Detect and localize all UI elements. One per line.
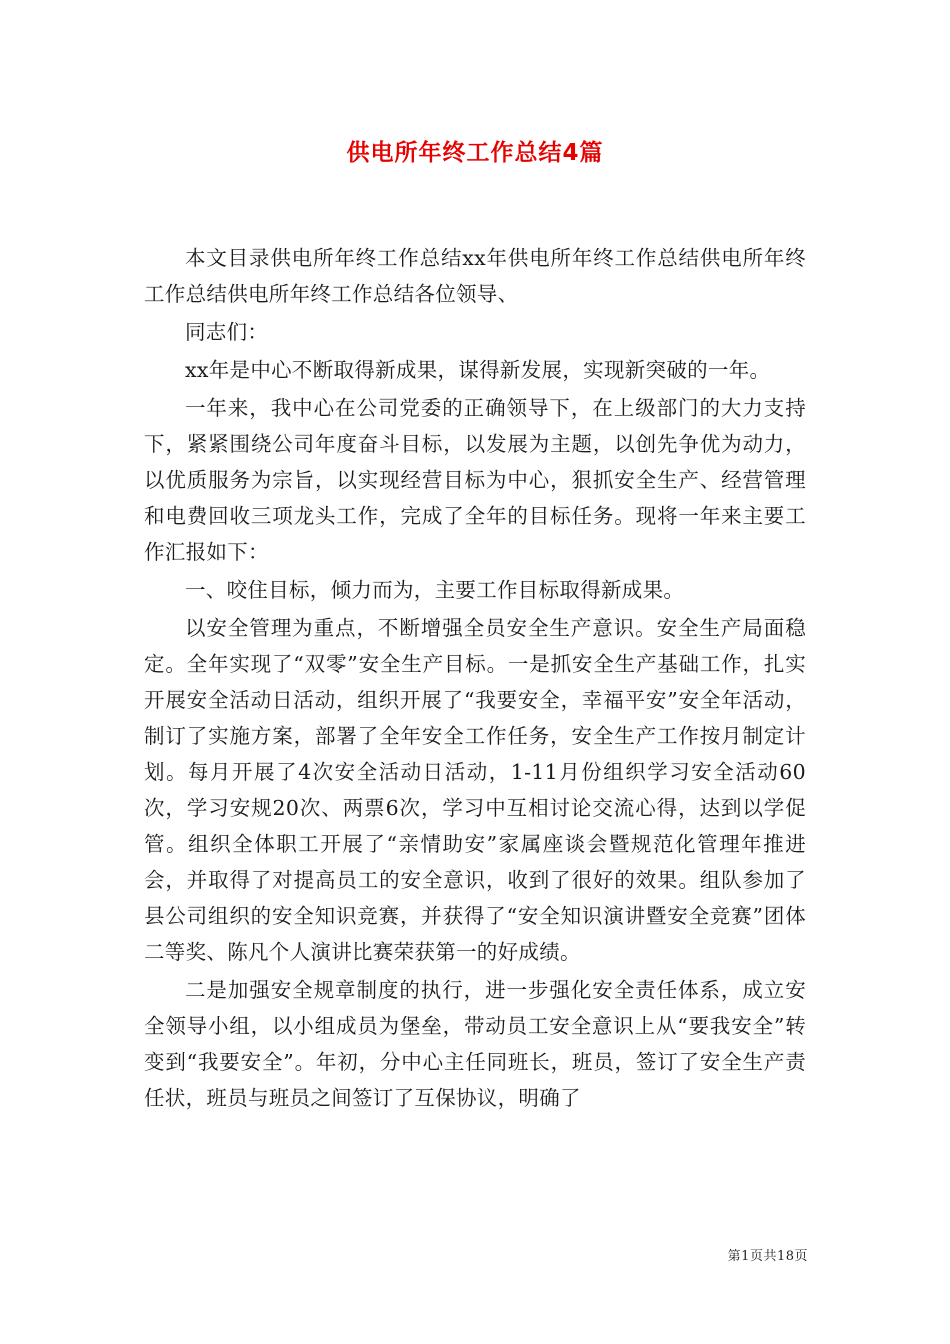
paragraph: 以安全管理为重点，不断增强全员安全生产意识。安全生产局面稳定。全年实现了“双零”安全生产目标。一是抓安全生产基础工作，扎实开展安全活动日活动，组织开展了“我要安全，幸福平安”安全年活动，制订了实施方案，部署了全年安全工作任务，安全生产工作按月制定计划。每月开展了4次安全活动日活动，1-11月份组织学习安全活动60次，学习安规20次、两票6次，学习中互相讨论交流心得，达到以学促管。组织全体职工开展了“亲情助安”家属座谈会暨规范化管理年推进会，并取得了对提高员工的安全意识，收到了很好的效果。组队参加了县公司组织的安全知识竞赛，并获得了“安全知识演讲暨安全竞赛”团体二等奖、陈凡个人演讲比赛荣获第一的好成绩。 [144, 616, 806, 964]
paragraph: 一年来，我中心在公司党委的正确领导下，在上级部门的大力支持下，紧紧围绕公司年度奋斗目标，以发展为主题，以创先争优为动力，以优质服务为宗旨，以实现经营目标为中心，狠抓安全生产、经营管理和电费回收三项龙头工作，完成了全年的目标任务。现将一年来主要工作汇报如下： [144, 396, 806, 564]
paragraph: 二是加强安全规章制度的执行，进一步强化安全责任体系，成立安全领导小组，以小组成员为堡垒，带动员工安全意识上从“要我安全”转变到“我要安全”。年初，分中心主任同班长，班员，签订了安全生产责任状，班员与班员之间签订了互保协议，明确了 [144, 978, 806, 1110]
paragraph: 一、咬住目标，倾力而为，主要工作目标取得新成果。 [185, 578, 685, 602]
paragraph: xx年是中心不断取得新成果，谋得新发展，实现新突破的一年。 [185, 358, 771, 382]
page-number [728, 1245, 808, 1264]
paragraph: 本文目录供电所年终工作总结xx年供电所年终工作总结供电所年终工作总结供电所年终工作总结各位领导、 [144, 246, 806, 306]
document-body [144, 240, 806, 1118]
document-title: 供电所年终工作总结4篇 [346, 140, 604, 166]
page-number-label: 第1页共18页 [727, 1249, 808, 1264]
paragraph: 同志们： [185, 320, 269, 344]
